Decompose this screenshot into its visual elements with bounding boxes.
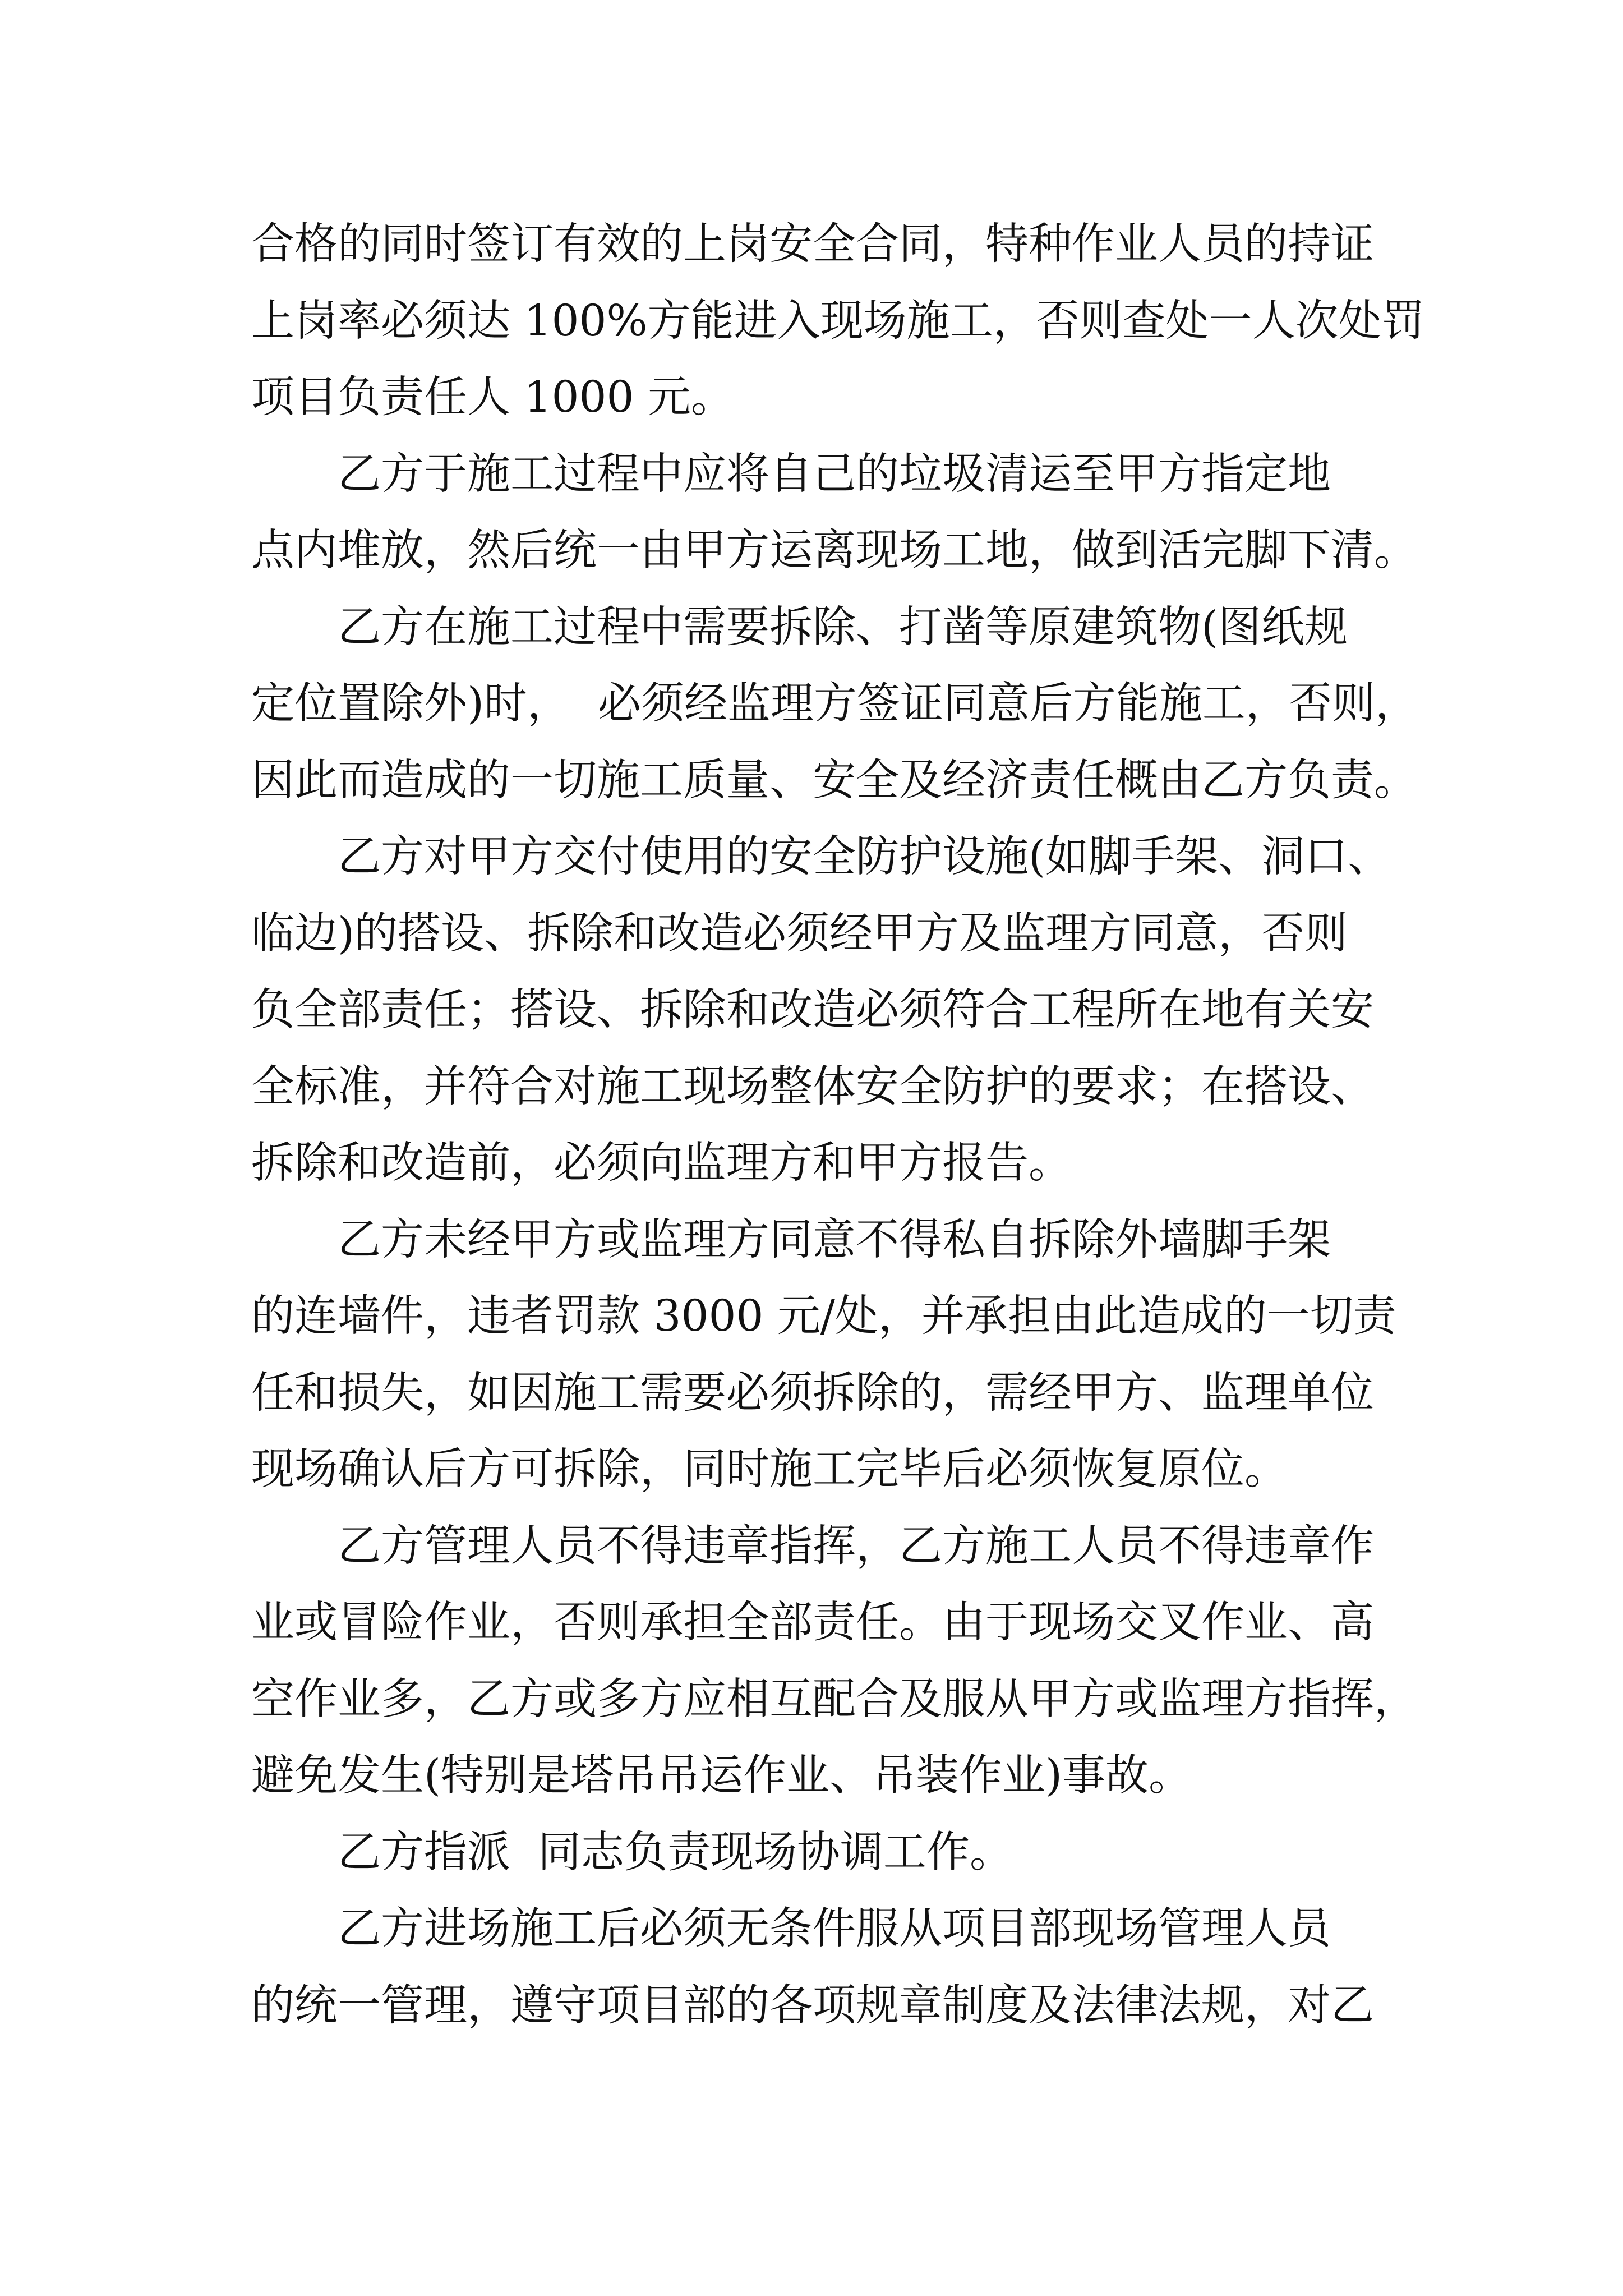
text-line: 现场确认后方可拆除，同时施工完毕后必须恢复原位。 (251, 1444, 1288, 1494)
paragraph-first-line: 乙方指派 同志负责现场协调工作。 (338, 1827, 1013, 1878)
paragraph-first-line: 乙方对甲方交付使用的安全防护设施(如脚手架、洞口、 (338, 832, 1391, 882)
text-line: 的连墙件，违者罚款 3000 元/处，并承担由此造成的一切责 (251, 1291, 1396, 1341)
text-line: 业或冒险作业，否则承担全部责任。由于现场交叉作业、高 (251, 1598, 1374, 1648)
paragraph-first-line: 乙方于施工过程中应将自己的垃圾清运至甲方指定地 (338, 449, 1331, 499)
text-line: 全标准，并符合对施工现场整体安全防护的要求；在搭设、 (251, 1061, 1374, 1112)
text-line: 临边)的搭设、拆除和改造必须经甲方及监理方同意，否则 (251, 908, 1348, 959)
paragraph-first-line: 乙方管理人员不得违章指挥，乙方施工人员不得违章作 (338, 1521, 1374, 1571)
paragraph-first-line: 乙方未经甲方或监理方同意不得私自拆除外墙脚手架 (338, 1214, 1331, 1265)
text-line: 合格的同时签订有效的上岗安全合同，特种作业人员的持证 (251, 219, 1374, 269)
text-line: 点内堆放，然后统一由甲方运离现场工地，做到活完脚下清。 (251, 526, 1417, 576)
text-line: 项目负责任人 1000 元。 (251, 372, 734, 422)
text-line: 因此而造成的一切施工质量、安全及经济责任概由乙方负责。 (251, 755, 1417, 806)
text-line: 负全部责任；搭设、拆除和改造必须符合工程所在地有关安 (251, 985, 1374, 1035)
text-line: 上岗率必须达 100%方能进入现场施工，否则查处一人次处罚 (251, 296, 1425, 346)
text-line: 任和损失，如因施工需要必须拆除的，需经甲方、监理单位 (251, 1368, 1374, 1418)
text-line: 的统一管理，遵守项目部的各项规章制度及法律法规，对乙 (251, 1980, 1374, 2031)
text-line: 空作业多，乙方或多方应相互配合及服从甲方或监理方指挥， (251, 1674, 1417, 1724)
text-line: 定位置除外)时， 必须经监理方签证同意后方能施工，否则， (251, 679, 1418, 729)
text-line: 拆除和改造前，必须向监理方和甲方报告。 (251, 1138, 1072, 1188)
paragraph-first-line: 乙方在施工过程中需要拆除、打凿等原建筑物(图纸规 (338, 602, 1348, 652)
document-body (251, 206, 1425, 2044)
paragraph-first-line: 乙方进场施工后必须无条件服从项目部现场管理人员 (338, 1904, 1331, 1954)
text-line: 避免发生(特别是塔吊吊运作业、吊装作业)事故。 (251, 1751, 1192, 1801)
